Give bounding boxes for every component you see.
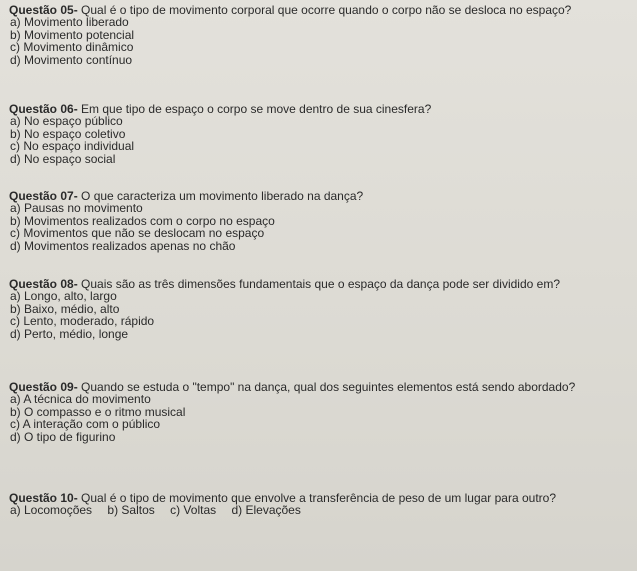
question-number: Questão 07-	[9, 189, 78, 203]
option-b: b) Baixo, médio, alto	[10, 301, 120, 316]
question-06	[9, 103, 631, 166]
option-c: c) Voltas	[170, 503, 217, 518]
option-b: b) Movimentos realizados com o corpo no espaço	[10, 213, 275, 228]
option-d: d) Elevações	[231, 503, 301, 518]
question-05	[9, 4, 631, 67]
question-prompt: O que caracteriza um movimento liberado na dança?	[77, 189, 364, 203]
question-08	[9, 278, 631, 341]
option-a: a) Longo, alto, largo	[10, 289, 117, 304]
option-c: c) Lento, moderado, rápido	[10, 314, 155, 329]
question-09	[9, 381, 631, 444]
options-row	[9, 504, 631, 517]
question-text	[9, 492, 631, 504]
option-a: a) A técnica do movimento	[10, 392, 151, 407]
question-number: Questão 06-	[9, 102, 78, 116]
option-c: c) A interação com o público	[10, 417, 161, 432]
option-b: b) Movimento potencial	[10, 27, 135, 42]
question-prompt: Qual é o tipo de movimento que envolve a transferência de peso de um lugar para outro?	[77, 491, 556, 505]
question-prompt: Qual é o tipo de movimento corporal que ocorre quando o corpo não se desloca no espaço?	[77, 3, 572, 17]
option-c: c) Movimentos que não se deslocam no espaço	[10, 226, 265, 241]
option-a: a) No espaço público	[10, 114, 123, 129]
option-d: d) Perto, médio, longe	[10, 326, 129, 341]
option-d: d) Movimentos realizados apenas no chão	[10, 238, 236, 253]
question-number: Questão 10-	[9, 491, 78, 505]
option-b: b) O compasso e o ritmo musical	[10, 404, 186, 419]
option-d: d) O tipo de figurino	[10, 429, 116, 444]
question-prompt: Em que tipo de espaço o corpo se move dentro de sua cinesfera?	[77, 102, 432, 116]
question-prompt: Quando se estuda o "tempo" na dança, qual dos seguintes elementos está sendo abordado?	[77, 380, 576, 394]
question-prompt: Quais são as três dimensões fundamentais que o espaço da dança pode ser dividido em?	[77, 277, 560, 291]
option-a: a) Locomoções	[10, 503, 93, 518]
option-d: d) Movimento contínuo	[10, 52, 133, 67]
option-a: a) Movimento liberado	[10, 15, 129, 30]
question-07	[9, 190, 631, 253]
question-number: Questão 08-	[9, 277, 78, 291]
option-b: b) No espaço coletivo	[10, 126, 126, 141]
option-a: a) Pausas no movimento	[10, 201, 143, 216]
question-number: Questão 09-	[9, 380, 78, 394]
question-number: Questão 05-	[9, 3, 78, 17]
option-c: c) No espaço individual	[10, 139, 135, 154]
option-d: d) No espaço social	[10, 151, 116, 166]
option-c: c) Movimento dinâmico	[10, 40, 134, 55]
option-b: b) Saltos	[107, 503, 155, 518]
question-10	[9, 492, 631, 517]
